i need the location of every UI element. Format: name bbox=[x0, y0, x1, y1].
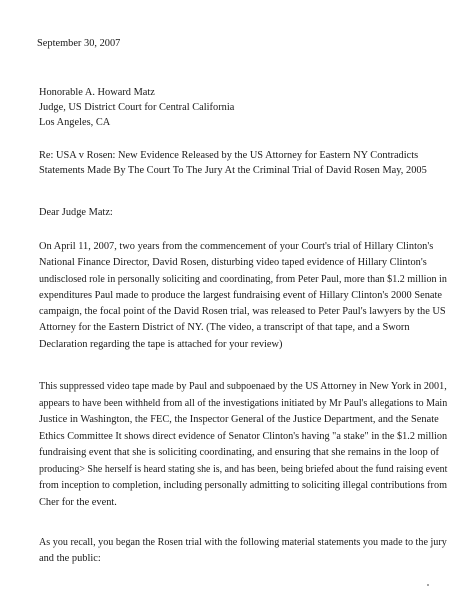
recipient-line: Honorable A. Howard Matz bbox=[39, 87, 155, 98]
letter-date: September 30, 2007 bbox=[37, 38, 121, 49]
paragraph-line: Declaration regarding the tape is attached for your review) bbox=[39, 338, 283, 350]
paragraph-line: undisclosed role in personally soliciting and coordinating, from Peter Paul, more than $1.2 million in bbox=[39, 273, 447, 285]
paragraph-line: expenditures Paul made to produce the largest fundraising event of Hillary Clinton's 2000 Senate bbox=[39, 289, 443, 301]
body-paragraph-3 bbox=[39, 535, 449, 568]
paragraph-line: fundraising event that she is soliciting coordinating, and ensuring that she remains in the loop of bbox=[39, 447, 439, 458]
paragraph-line: As you recall, you began the Rosen trial with the following material statements you made to the jury bbox=[39, 537, 447, 548]
recipient-line: Judge, US District Court for Central California bbox=[39, 102, 235, 113]
paragraph-line: Attorney for the Eastern District of NY. (The video, a transcript of that tape, and a Sworn bbox=[39, 322, 410, 334]
paragraph-line: campaign, the focal point of the David Rosen trial, was released to Peter Paul's lawyers by the US bbox=[39, 306, 446, 318]
subject-text-line: Statements Made By The Court To The Jury At the Criminal Trial of David Rosen May, 2005 bbox=[39, 165, 427, 176]
salutation: Dear Judge Matz: bbox=[39, 207, 113, 218]
scan-speck bbox=[427, 584, 429, 586]
paragraph-line: Justice in Washington, the FEC, the Inspector General of the Justice Department, and the Senate bbox=[39, 414, 439, 425]
subject-line bbox=[39, 148, 449, 178]
paragraph-line: Cher for the event. bbox=[39, 496, 117, 508]
body-paragraph-1 bbox=[39, 239, 449, 353]
paragraph-line: This suppressed video tape made by Paul and subpoenaed by the US Attorney in New York in 2001, bbox=[39, 381, 447, 392]
recipient-line: Los Angeles, CA bbox=[39, 117, 111, 128]
paragraph-line: National Finance Director, David Rosen, disturbing video taped evidence of Hillary Clinton's bbox=[39, 257, 427, 269]
paragraph-line: Ethics Committee It shows direct evidence of Senator Clinton's having "a stake" in the $1.2 million bbox=[39, 430, 448, 442]
paragraph-line: On April 11, 2007, two years from the commencement of your Court's trial of Hillary Clinton's bbox=[39, 241, 434, 252]
subject-text-line: Re: USA v Rosen: New Evidence Released by the US Attorney for Eastern NY Contradicts bbox=[39, 150, 419, 161]
paragraph-line: and the public: bbox=[39, 553, 101, 565]
paragraph-line: producing> She herself is heard stating she is, and has been, being briefed about the fund raising event bbox=[39, 463, 448, 475]
recipient-address bbox=[39, 85, 449, 130]
body-paragraph-2 bbox=[39, 379, 449, 511]
paragraph-line: from inception to completion, including personally admitting to soliciting illegal contributions from bbox=[39, 480, 447, 491]
paragraph-line: appears to have been withheld from all of the investigations initiated by Mr Paul's allegations to Main bbox=[39, 397, 448, 409]
